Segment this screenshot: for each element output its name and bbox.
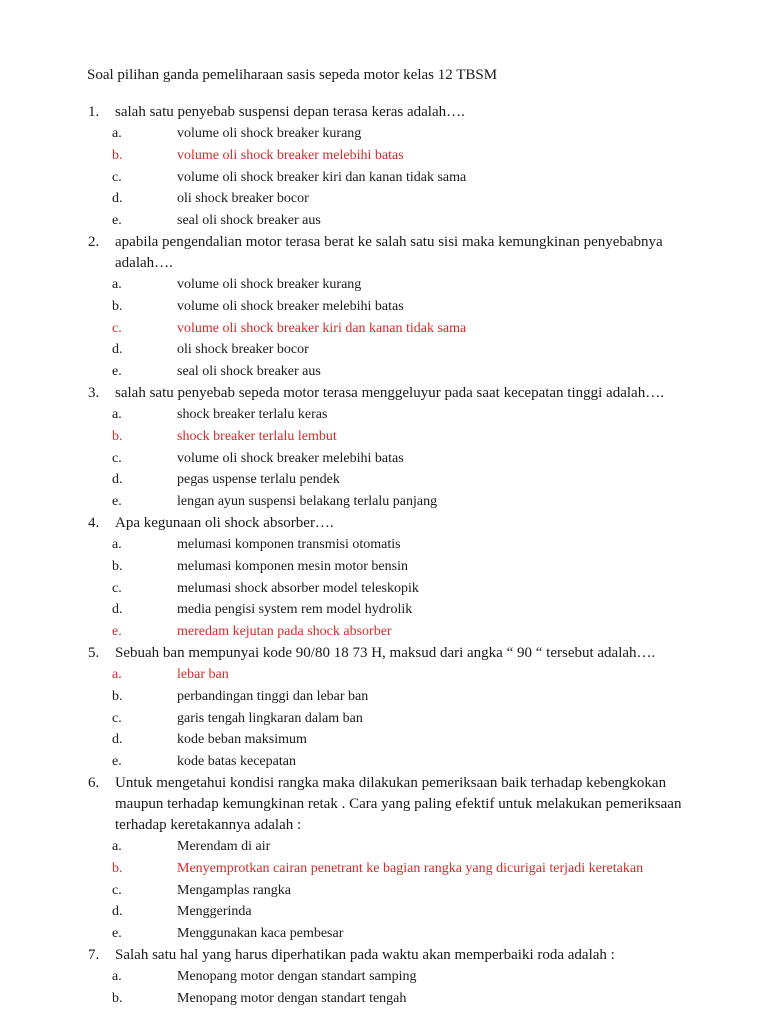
option-text: media pengisi system rem model hydrolik — [177, 602, 413, 618]
answer-option — [88, 966, 688, 988]
answer-option — [88, 188, 688, 210]
option-letter: d. — [112, 904, 123, 920]
question-text: Apa kegunaan oli shock absorber…. — [115, 514, 334, 531]
option-letter: b. — [112, 990, 123, 1006]
option-letter: c. — [112, 882, 122, 898]
answer-option — [88, 469, 688, 491]
answer-option — [88, 534, 688, 556]
option-text: garis tengah lingkaran dalam ban — [177, 710, 363, 726]
option-letter: a. — [112, 276, 122, 292]
option-text: lebar ban — [177, 666, 229, 682]
option-letter: e. — [112, 624, 122, 640]
option-text: meredam kejutan pada shock absorber — [177, 624, 392, 640]
option-text: Menggerinda — [177, 904, 252, 920]
option-text: Menggunakan kaca pembesar — [177, 926, 344, 942]
question-text: Salah satu hal yang harus diperhatikan pada waktu akan memperbaiki roda adalah : — [115, 946, 615, 963]
question-text-row — [88, 643, 688, 664]
question-3 — [88, 383, 688, 513]
option-text: volume oli shock breaker kiri dan kanan tidak sama — [177, 320, 467, 336]
option-text: melumasi shock absorber model teleskopik — [177, 580, 419, 596]
question-number: 3. — [88, 384, 100, 401]
option-text: pegas uspense terlalu pendek — [177, 472, 340, 488]
answer-option — [88, 599, 688, 621]
option-letter: a. — [112, 968, 122, 984]
option-letter: e. — [112, 364, 122, 380]
option-text: volume oli shock breaker kurang — [177, 276, 362, 292]
answer-option — [88, 578, 688, 600]
correct-answer-option — [88, 858, 688, 880]
option-text: melumasi komponen transmisi otomatis — [177, 536, 401, 552]
option-text: kode batas kecepatan — [177, 754, 296, 770]
answer-option — [88, 123, 688, 145]
option-text: seal oli shock breaker aus — [177, 364, 321, 380]
answer-option — [88, 836, 688, 858]
option-letter: b. — [112, 688, 123, 704]
option-text: volume oli shock breaker kiri dan kanan tidak sama — [177, 169, 467, 185]
option-letter: c. — [112, 710, 122, 726]
option-letter: d. — [112, 602, 123, 618]
answer-option — [88, 901, 688, 923]
option-text: volume oli shock breaker melebihi batas — [177, 147, 404, 163]
option-text: volume oli shock breaker melebihi batas — [177, 298, 404, 314]
option-text: Menopang motor dengan standart tengah — [177, 990, 407, 1006]
question-text: salah satu penyebab suspensi depan terasa keras adalah…. — [115, 104, 465, 120]
option-text: oli shock breaker bocor — [177, 191, 309, 207]
question-number: 7. — [88, 946, 100, 963]
correct-answer-option — [88, 426, 688, 448]
option-text: Mengamplas rangka — [177, 882, 291, 898]
question-text-row — [88, 383, 688, 404]
question-7 — [88, 945, 688, 1010]
option-letter: c. — [112, 580, 122, 596]
option-letter: d. — [112, 472, 123, 488]
question-text: salah satu penyebab sepeda motor terasa menggeluyur pada saat kecepatan tinggi adalah…. — [115, 384, 664, 401]
option-text: shock breaker terlalu keras — [177, 406, 328, 422]
question-number: 4. — [88, 514, 100, 531]
question-2 — [88, 232, 688, 383]
answer-option — [88, 923, 688, 945]
option-letter: b. — [112, 147, 123, 163]
option-letter: c. — [112, 450, 122, 466]
option-text: shock breaker terlalu lembut — [177, 428, 337, 444]
question-number: 6. — [88, 774, 100, 791]
option-text: kode beban maksimum — [177, 732, 307, 748]
option-letter: e. — [112, 494, 122, 510]
option-letter: b. — [112, 428, 123, 444]
option-letter: d. — [112, 191, 123, 207]
correct-answer-option — [88, 664, 688, 686]
option-letter: a. — [112, 536, 122, 552]
answer-option — [88, 339, 688, 361]
option-text: perbandingan tinggi dan lebar ban — [177, 688, 369, 704]
answer-option — [88, 296, 688, 318]
answer-option — [88, 491, 688, 513]
option-letter: a. — [112, 406, 122, 422]
answer-option — [88, 751, 688, 773]
option-text: Merendam di air — [177, 838, 271, 854]
question-1 — [88, 102, 688, 232]
option-letter: e. — [112, 213, 122, 229]
question-number: 2. — [88, 233, 100, 250]
option-letter: a. — [112, 838, 122, 854]
option-text: volume oli shock breaker kurang — [177, 126, 362, 141]
answer-option — [88, 880, 688, 902]
question-text: Untuk mengetahui kondisi rangka maka dilakukan pemeriksaan baik terhadap kebengkokan maupun terhadap kemungkinan retak . Cara yang paling efektif untuk melakukan pemeriksaan terhadap keretakannya adalah : — [115, 774, 682, 833]
answer-option — [88, 686, 688, 708]
correct-answer-option — [88, 621, 688, 643]
question-text-row — [88, 513, 688, 534]
question-text-row — [88, 102, 688, 123]
answer-option — [88, 556, 688, 578]
option-text: oli shock breaker bocor — [177, 342, 309, 358]
option-letter: b. — [112, 298, 123, 314]
answer-option — [88, 448, 688, 470]
question-5 — [88, 643, 688, 773]
question-text-row — [88, 945, 688, 966]
answer-option — [88, 708, 688, 730]
option-text: volume oli shock breaker melebihi batas — [177, 450, 404, 466]
correct-answer-option — [88, 145, 688, 167]
option-letter: c. — [112, 320, 122, 336]
question-number: 1. — [88, 104, 100, 120]
answer-option — [88, 729, 688, 751]
option-letter: a. — [112, 126, 122, 141]
answer-option — [88, 988, 688, 1010]
answer-option — [88, 274, 688, 296]
option-letter: d. — [112, 732, 123, 748]
option-letter: e. — [112, 754, 122, 770]
question-4 — [88, 513, 688, 643]
document-title: Soal pilihan ganda pemeliharaan sasis sepeda motor kelas 12 TBSM — [87, 67, 498, 83]
option-text: melumasi komponen mesin motor bensin — [177, 558, 408, 574]
option-letter: b. — [112, 558, 123, 574]
question-text: Sebuah ban mempunyai kode 90/80 18 73 H, maksud dari angka “ 90 “ tersebut adalah…. — [115, 644, 656, 661]
question-list — [88, 102, 688, 1010]
question-text: apabila pengendalian motor terasa berat ke salah satu sisi maka kemungkinan penyebabnya adalah…. — [115, 233, 663, 271]
answer-option — [88, 361, 688, 383]
correct-answer-option — [88, 318, 688, 340]
option-text: Menyemprotkan cairan penetrant ke bagian rangka yang dicurigai terjadi keretakan — [177, 860, 644, 876]
option-text: seal oli shock breaker aus — [177, 213, 321, 229]
answer-option — [88, 167, 688, 189]
option-letter: b. — [112, 860, 123, 876]
question-text-row — [88, 773, 688, 836]
question-number: 5. — [88, 644, 100, 661]
question-6 — [88, 773, 688, 945]
answer-option — [88, 210, 688, 232]
option-letter: e. — [112, 926, 122, 942]
option-letter: d. — [112, 342, 123, 358]
option-text: Menopang motor dengan standart samping — [177, 968, 417, 984]
option-letter: c. — [112, 169, 122, 185]
question-text-row — [88, 232, 688, 274]
option-letter: a. — [112, 666, 122, 682]
option-text: lengan ayun suspensi belakang terlalu panjang — [177, 494, 438, 510]
answer-option — [88, 404, 688, 426]
